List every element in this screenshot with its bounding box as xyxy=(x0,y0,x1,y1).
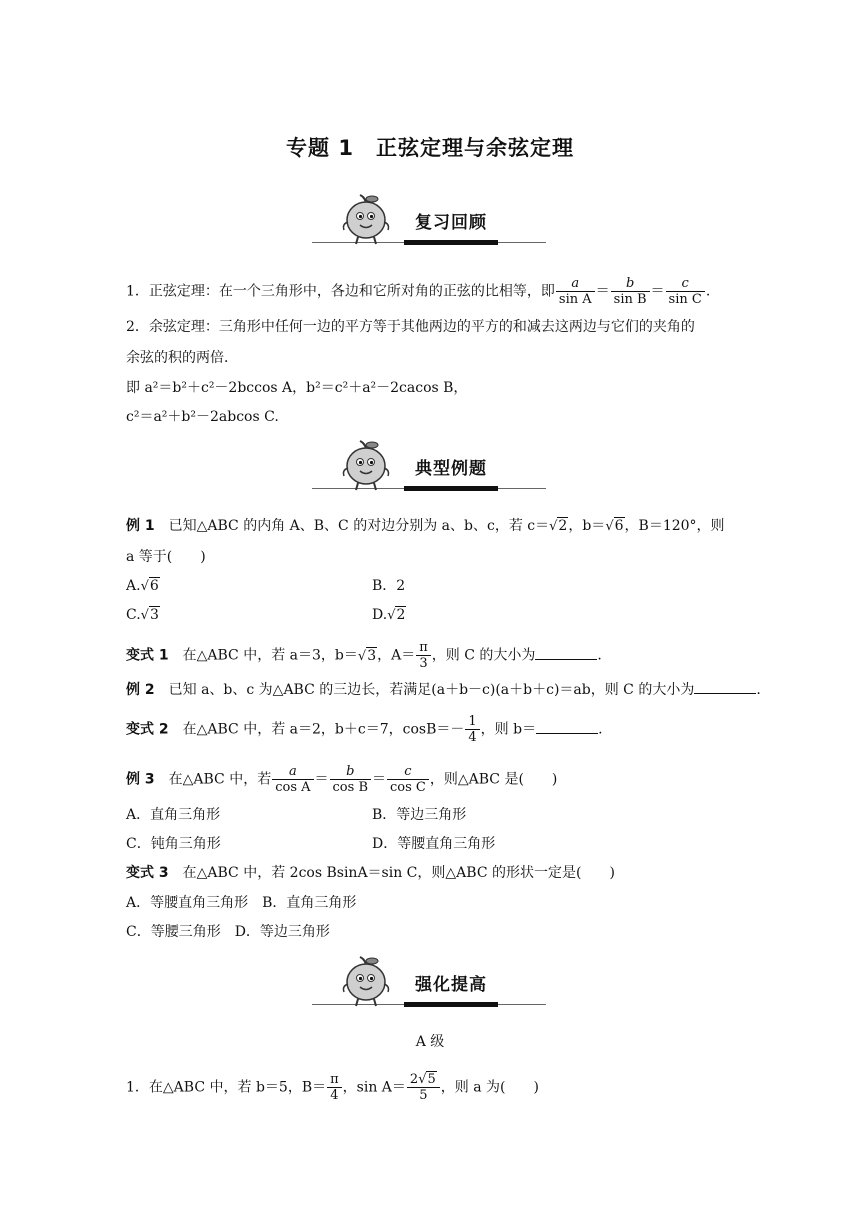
section-title-examples: 典型例题 xyxy=(415,459,487,479)
variant-3-options-line1: A．等腰直角三角形 B．直角三角形 xyxy=(126,895,357,911)
item-number: 1． xyxy=(126,283,149,300)
variant-2 xyxy=(126,714,603,745)
text: 1．在△ABC 中，若 b＝5，B＝ xyxy=(126,1079,327,1096)
coef: 2 xyxy=(409,1072,419,1087)
review-item-2-line4: c²＝a²＋b²－2abcos C. xyxy=(126,409,279,425)
answer-blank xyxy=(536,721,598,734)
review-item-2-line1: 2．余弦定理：三角形中任何一边的平方等于其他两边的平方的和减去这两边与它们的夹角的 xyxy=(126,319,695,335)
section-title-improve: 强化提高 xyxy=(415,975,487,995)
variant-3-options-line2: C．等腰三角形 D．等边三角形 xyxy=(126,924,330,940)
section-title-review: 复习回顾 xyxy=(415,213,487,233)
example-1-line1 xyxy=(126,516,725,537)
sqrt-6: √6 xyxy=(605,518,624,534)
frac-num: a xyxy=(272,764,313,780)
frac-num: 1 xyxy=(465,714,479,730)
variant-1 xyxy=(126,640,602,671)
frac-den: sin C xyxy=(668,292,702,307)
section-banner-examples xyxy=(312,440,546,492)
sqrt-3: √3 xyxy=(140,607,159,623)
text: . xyxy=(597,647,602,664)
text: ，则△ABC 是( ) xyxy=(429,771,558,788)
radicand: 2 xyxy=(396,607,406,623)
banner-underbar xyxy=(404,240,498,245)
variant-3 xyxy=(126,863,615,883)
sqrt-2: √2 xyxy=(549,518,568,534)
text: 在△ABC 中，若 a＝3，b＝ xyxy=(182,647,358,664)
option-label: A. xyxy=(126,578,141,594)
frac-den: sin A xyxy=(558,292,592,307)
example-3-option-D: D．等腰直角三角形 xyxy=(372,836,496,852)
frac-num: c xyxy=(387,764,429,780)
frac-den: 5 xyxy=(419,1088,428,1103)
example-label: 例 2 xyxy=(126,682,155,698)
frac-den: sin B xyxy=(613,292,647,307)
sqrt-2: √2 xyxy=(387,607,406,623)
text: ，A＝ xyxy=(377,647,416,664)
review-item-1: 1．正弦定理：在一个三角形中，各边和它所对角的正弦的比相等，即 $\frac{a}{\text{sin A}}$ ＝ $\frac{b}{\text{sin B}}$ ＝ $\frac{c}{\text{sin C}}$ . xyxy=(126,276,711,307)
frac-den: cos B xyxy=(332,780,368,795)
text: ，sin A＝ xyxy=(342,1079,406,1096)
sqrt-5: √5 xyxy=(418,1072,436,1087)
example-1-line2: a 等于( ) xyxy=(126,549,206,565)
review-item-2-line3: 即 a²＝b²＋c²－2bccos A，b²＝c²＋a²－2cacos B， xyxy=(126,380,468,396)
text: . xyxy=(598,721,603,738)
radicand: 2 xyxy=(558,518,568,534)
title-text: 正弦定理与余弦定理 xyxy=(375,136,574,160)
variant-label: 变式 2 xyxy=(126,721,169,738)
frac-den: 4 xyxy=(330,1088,339,1103)
section-banner-review xyxy=(312,194,546,246)
example-3-option-C: C．钝角三角形 xyxy=(126,836,221,852)
radicand: 6 xyxy=(149,578,159,594)
example-label: 例 1 xyxy=(126,518,155,534)
example-3-option-A: A．直角三角形 xyxy=(126,807,221,823)
fraction-pi-3 xyxy=(416,640,431,671)
frac-num xyxy=(407,1072,440,1088)
example-1-option-B: B．2 xyxy=(372,578,406,594)
frac-num: c xyxy=(666,276,705,292)
variant-label: 变式 3 xyxy=(126,865,169,881)
frac-den: cos C xyxy=(390,780,426,795)
text: . xyxy=(756,682,761,698)
option-label: C. xyxy=(126,607,141,623)
banner-underbar xyxy=(404,486,498,491)
radicand: 3 xyxy=(149,607,159,623)
answer-blank xyxy=(535,647,597,660)
example-3: 例 3 在△ABC 中，若 $\frac{a}{\text{cos A}}$ ＝ $\frac{b}{\text{cos B}}$ ＝ $\frac{c}{\text{cos C}}$ ，则△ABC 是( ) xyxy=(126,764,558,795)
text: ，b＝ xyxy=(568,518,606,534)
radicand: 5 xyxy=(427,1072,436,1087)
fraction-c-cosC xyxy=(387,764,429,795)
example-label: 例 3 xyxy=(126,771,155,788)
item-text: 正弦定理：在一个三角形中，各边和它所对角的正弦的比相等，即 xyxy=(148,283,555,300)
text: ，则 C 的大小为 xyxy=(431,647,536,664)
apple-mascot-icon xyxy=(340,440,396,492)
frac-num: b xyxy=(611,276,650,292)
text: 已知△ABC 的内角 A、B、C 的对边分别为 a、b、c，若 c＝ xyxy=(168,518,550,534)
frac-den: cos A xyxy=(275,780,311,795)
sqrt-3: √3 xyxy=(357,647,377,664)
answer-blank xyxy=(694,681,756,694)
frac-den: 4 xyxy=(468,730,477,745)
example-1-option-A xyxy=(126,576,160,597)
text: ，B＝120°，则 xyxy=(624,518,725,534)
improve-question-1 xyxy=(126,1072,539,1103)
fraction-a-sinA xyxy=(556,276,595,307)
banner-underbar xyxy=(404,1002,498,1007)
fraction-1-4 xyxy=(465,714,479,745)
example-1-option-C xyxy=(126,605,160,626)
text: ，则 a 为( ) xyxy=(440,1079,539,1096)
frac-num: a xyxy=(556,276,595,292)
fraction-b-sinB xyxy=(611,276,650,307)
page-title xyxy=(0,132,860,162)
example-2 xyxy=(126,680,761,700)
level-heading: A 级 xyxy=(415,1034,445,1050)
frac-num: π xyxy=(416,640,431,656)
section-banner-improve xyxy=(312,956,546,1008)
example-1-option-D xyxy=(372,605,406,626)
fraction-2sqrt5-5 xyxy=(407,1072,440,1103)
option-label: D. xyxy=(372,607,388,623)
sqrt-6: √6 xyxy=(140,578,159,594)
apple-mascot-icon xyxy=(340,956,396,1008)
review-item-2-line2: 余弦的积的两倍． xyxy=(126,350,238,366)
title-number: 专题 1 xyxy=(286,136,354,160)
text: 在△ABC 中，若 xyxy=(168,771,272,788)
radicand: 6 xyxy=(614,518,624,534)
text: 在△ABC 中，若 2cos BsinA＝sin C，则△ABC 的形状一定是( ) xyxy=(182,865,615,881)
variant-label: 变式 1 xyxy=(126,647,169,664)
text: ，则 b＝ xyxy=(480,721,537,738)
fraction-c-sinC xyxy=(666,276,705,307)
radicand: 3 xyxy=(367,647,377,664)
apple-mascot-icon xyxy=(340,194,396,246)
frac-num: π xyxy=(327,1072,342,1088)
frac-num: b xyxy=(330,764,371,780)
example-3-option-B: B．等边三角形 xyxy=(372,807,467,823)
frac-den: 3 xyxy=(419,656,428,671)
text: 在△ABC 中，若 a＝2，b＋c＝7，cosB＝－ xyxy=(182,721,465,738)
fraction-a-cosA xyxy=(272,764,313,795)
text: 已知 a、b、c 为△ABC 的三边长，若满足(a＋b－c)(a＋b＋c)＝ab，则 C 的大小为 xyxy=(168,682,695,698)
fraction-b-cosB xyxy=(330,764,371,795)
fraction-pi-4 xyxy=(327,1072,342,1103)
